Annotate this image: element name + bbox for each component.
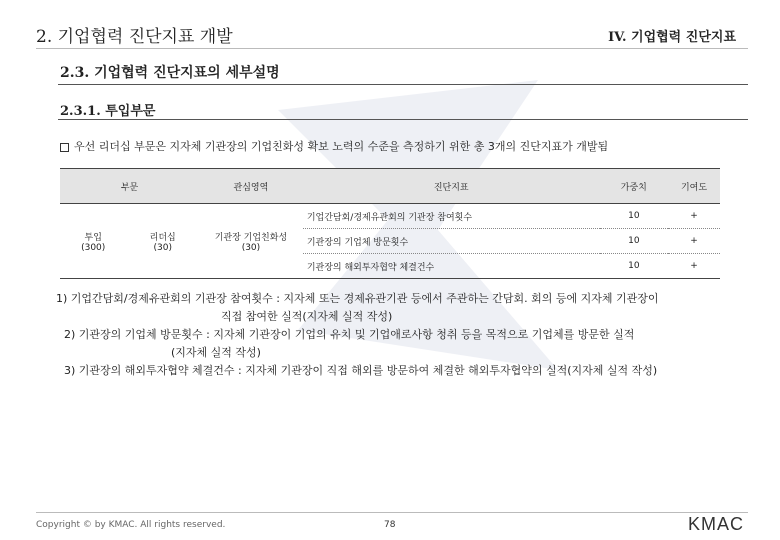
weight-cell: 10: [600, 229, 668, 254]
note-1-cont: 직접 참여한 실적(지자체 실적 작성): [221, 310, 393, 323]
sector-input-label: 투입: [84, 232, 102, 243]
copyright-text: Copyright © by KMAC. All rights reserved.: [36, 520, 226, 530]
area-score: (30): [241, 242, 261, 253]
header-direction: 기여도: [668, 169, 720, 204]
note-2: 2) 기관장의 기업체 방문횟수 : 지자체 기관장이 기업의 유치 및 기업애로사항 청취 등을 목적으로 기업체를 방문한 실적: [64, 328, 635, 341]
area-cell: [199, 204, 303, 279]
weight-cell: 10: [600, 204, 668, 229]
indicator-cell: 기업간담회/경제유관회의 기관장 참여횟수: [303, 204, 600, 229]
notes-block: [56, 290, 746, 380]
indicator-cell: 기관장의 기업체 방문횟수: [303, 229, 600, 254]
indicator-table: [60, 168, 720, 279]
weight-cell: 10: [600, 254, 668, 279]
kmac-logo: KMAC: [687, 514, 744, 534]
table-row: [60, 204, 720, 229]
header-sector: 부문: [60, 169, 199, 204]
sector-leadership-cell: [126, 204, 199, 279]
header-indicator: 진단지표: [303, 169, 600, 204]
direction-cell: +: [668, 204, 720, 229]
intro-bullet: [60, 138, 750, 155]
note-2-cont: (지자체 실적 작성): [171, 346, 261, 359]
section-divider: [58, 84, 748, 85]
sector-leadership-label: 리더십: [149, 232, 176, 243]
table-header-row: [60, 169, 720, 204]
chapter-title: 2. 기업협력 진단지표 개발: [36, 27, 233, 47]
note-1: 1) 기업간담회/경제유관회의 기관장 참여횟수 : 지자체 또는 경제유관기관 등에서 주관하는 간담회. 회의 등에 지자체 기관장이: [56, 292, 659, 305]
direction-cell: +: [668, 229, 720, 254]
footer-divider: [36, 512, 748, 513]
sector-input-score: (300): [81, 242, 106, 253]
page-number: 78: [384, 520, 396, 530]
header-divider: [36, 48, 748, 49]
checkbox-bullet-icon: [60, 143, 69, 152]
sector-leadership-score: (30): [153, 242, 172, 253]
part-title: IV. 기업협력 진단지표: [608, 30, 736, 45]
direction-cell: +: [668, 254, 720, 279]
area-label: 기관장 기업친화성: [214, 232, 288, 243]
note-3: 3) 기관장의 해외투자협약 체결건수 : 지자체 기관장이 직접 해외를 방문하여 체결한 해외투자협약의 실적(지자체 실적 작성): [64, 364, 658, 377]
sector-input-cell: [60, 204, 126, 279]
header-weight: 가중치: [600, 169, 668, 204]
indicator-cell: 기관장의 해외투자협약 체결건수: [303, 254, 600, 279]
section-title: 2.3. 기업협력 진단지표의 세부설명: [60, 65, 280, 81]
subsection-divider: [58, 119, 748, 120]
intro-text: 우선 리더십 부문은 지자체 기관장의 기업친화성 확보 노력의 수준을 측정하기 위한 총 3개의 진단지표가 개발됨: [74, 140, 609, 153]
subsection-title: 2.3.1. 투입부문: [60, 104, 156, 119]
header-area: 관심영역: [199, 169, 303, 204]
